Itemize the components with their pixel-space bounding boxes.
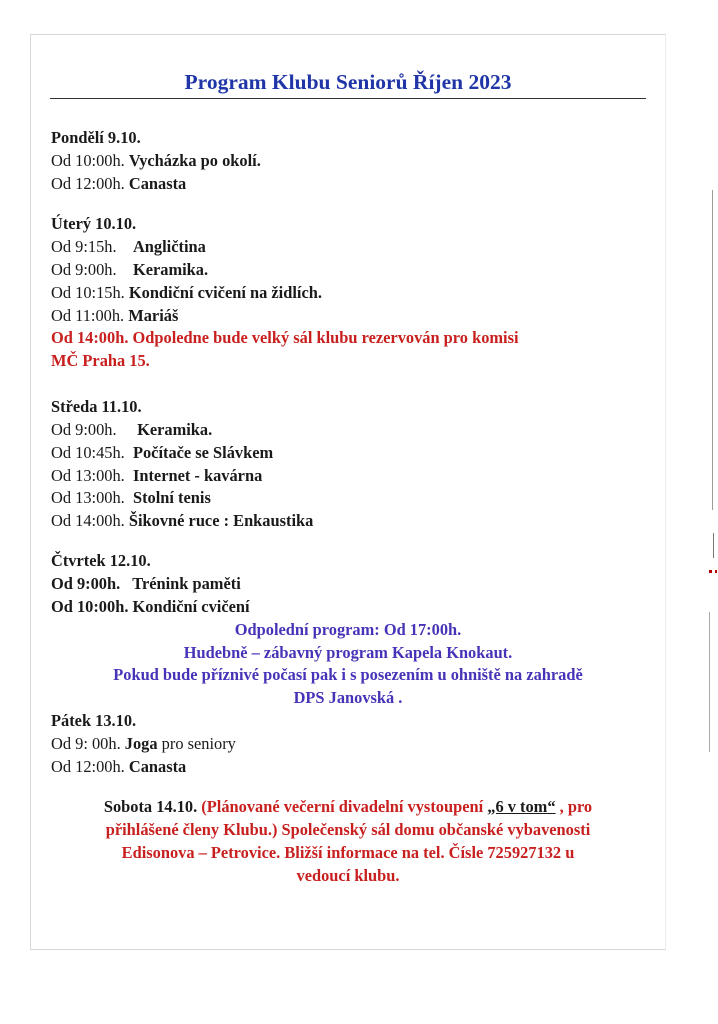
item-activity: Canasta — [128, 174, 187, 193]
saturday-notice-line: přihlášené členy Klubu.) Společenský sál domu občanské vybavenosti — [105, 820, 591, 839]
page-title: Program Klubu Seniorů Říjen 2023 — [184, 70, 512, 94]
edge-dot — [709, 570, 712, 573]
item-time: Od 10:45h. — [51, 443, 125, 462]
schedule-item — [51, 733, 236, 755]
show-title: „6 v tom“ — [487, 797, 556, 816]
item-activity: Keramika. — [132, 260, 209, 279]
schedule-item — [51, 305, 178, 327]
item-activity: Kondiční cvičení na židlích. — [128, 283, 322, 302]
day-heading-thursday: Čtvrtek 12.10. — [51, 551, 151, 570]
item-activity: Canasta — [128, 757, 187, 776]
schedule-item — [51, 282, 322, 304]
schedule-item — [51, 150, 261, 172]
item-activity: Joga — [124, 734, 158, 753]
schedule-item — [51, 465, 262, 487]
day-heading-wednesday: Středa 11.10. — [51, 397, 142, 416]
item-activity: Stolní tenis — [132, 488, 211, 507]
item-time: Od 10:00h. — [51, 151, 125, 170]
item-activity: Keramika. — [137, 420, 213, 439]
reservation-notice: MČ Praha 15. — [51, 351, 150, 370]
title-underline — [50, 98, 646, 99]
day-heading-tuesday: Úterý 10.10. — [51, 214, 137, 233]
item-time: Od 9:00h. — [51, 574, 121, 593]
schedule-item — [51, 419, 212, 441]
day-heading-friday: Pátek 13.10. — [51, 711, 137, 730]
saturday-text: (Plánované večerní divadelní vystoupení — [197, 797, 488, 816]
item-time: Od 9:00h. — [51, 260, 117, 279]
item-activity: Počítače se Slávkem — [132, 443, 274, 462]
item-activity: Mariáš — [128, 306, 179, 325]
item-activity: Angličtina — [132, 237, 206, 256]
edge-mark — [712, 190, 713, 510]
edge-dot — [715, 570, 717, 573]
saturday-notice-line: vedoucí klubu. — [296, 866, 400, 885]
item-activity: Trénink paměti — [132, 574, 241, 593]
item-time: Od 13:00h. — [51, 488, 125, 507]
item-time: Od 12:00h. — [51, 174, 125, 193]
schedule-item — [51, 756, 186, 778]
afternoon-program-line: Hudebně – zábavný program Kapela Knokaut. — [183, 643, 513, 662]
item-activity: Šikovné ruce : Enkaustika — [128, 511, 314, 530]
item-time: Od 9: 00h. — [51, 734, 121, 753]
schedule-item — [51, 236, 206, 258]
item-time: Od 10:00h. — [51, 597, 129, 616]
schedule-item — [51, 173, 186, 195]
edge-mark — [713, 533, 714, 558]
afternoon-program-line: Odpolední program: Od 17:00h. — [234, 620, 462, 639]
schedule-item — [51, 259, 208, 281]
day-heading-saturday: Sobota 14.10. — [103, 797, 198, 816]
saturday-notice-line: Edisonova – Petrovice. Bližší informace na tel. Čísle 725927132 u — [121, 843, 575, 862]
saturday-notice-line — [50, 796, 646, 818]
item-activity-note: pro seniory — [157, 734, 236, 753]
item-time: Od 14:00h. — [51, 511, 125, 530]
item-time: Od 11:00h. — [51, 306, 125, 325]
schedule-item — [51, 596, 250, 618]
item-activity: Vycházka po okolí. — [128, 151, 261, 170]
schedule-item — [51, 487, 211, 509]
schedule-item — [51, 510, 313, 532]
item-time: Od 12:00h. — [51, 757, 125, 776]
item-time: Od 9:15h. — [51, 237, 117, 256]
schedule-item — [51, 442, 273, 464]
afternoon-program-line: DPS Janovská . — [293, 688, 403, 707]
reservation-notice: Od 14:00h. Odpoledne bude velký sál klubu rezervován pro komisi — [51, 328, 519, 347]
afternoon-program-line: Pokud bude příznivé počasí pak i s posezením u ohniště na zahradě — [113, 665, 583, 684]
item-activity: Kondiční cvičení — [132, 597, 250, 616]
item-activity: Internet - kavárna — [132, 466, 263, 485]
day-heading-monday: Pondělí 9.10. — [51, 128, 141, 147]
schedule-item — [51, 573, 241, 595]
item-time: Od 9:00h. — [51, 420, 117, 439]
item-time: Od 10:15h. — [51, 283, 125, 302]
edge-mark — [709, 612, 710, 752]
saturday-text: , pro — [555, 797, 593, 816]
item-time: Od 13:00h. — [51, 466, 125, 485]
